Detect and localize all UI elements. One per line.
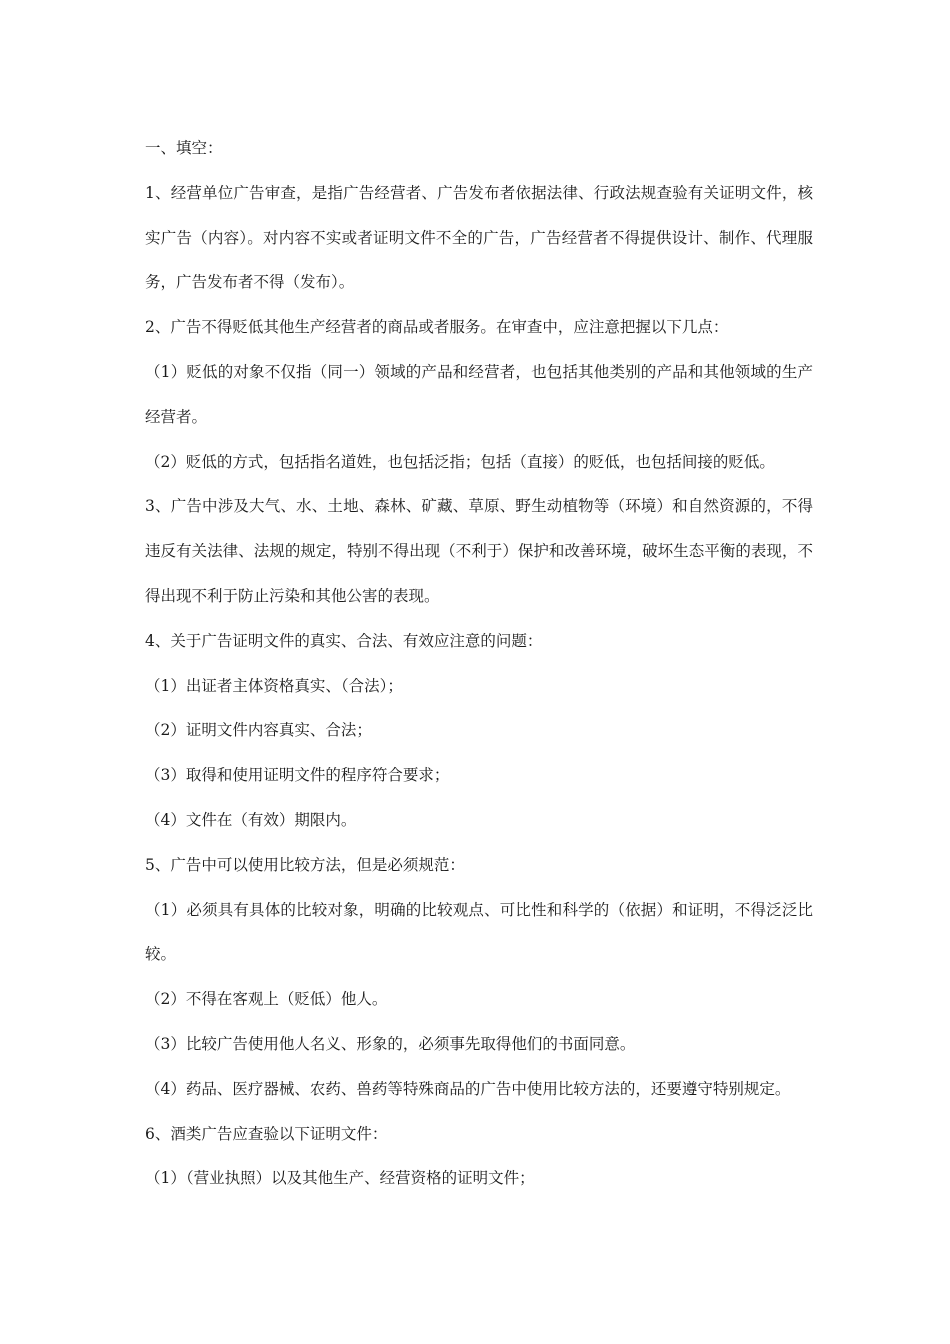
paragraph-subitem-5-4: （4）药品、医疗器械、农药、兽药等特殊商品的广告中使用比较方法的，还要遵守特别规定。 (145, 1079, 791, 1098)
document-body (145, 126, 813, 1201)
paragraph-item-3: 3、广告中涉及大气、水、土地、森林、矿藏、草原、野生动植物等（环境）和自然资源的，不得违反有关法律、法规的规定，特别不得出现（不利于）保护和改善环境，破坏生态平衡的表现，不得出现不利于防止污染和其他公害的表现。 (145, 497, 813, 605)
paragraph-subitem-4-1: （1）出证者主体资格真实、（合法）； (145, 676, 403, 695)
paragraph-item-1: 1、经营单位广告审查，是指广告经营者、广告发布者依据法律、行政法规查验有关证明文件，核实广告（内容）。对内容不实或者证明文件不全的广告，广告经营者不得提供设计、制作、代理服务，广告发布者不得（发布）。 (145, 183, 813, 292)
paragraph-subitem-4-4: （4）文件在（有效）期限内。 (145, 810, 357, 829)
section-heading: 一、填空： (145, 139, 223, 157)
paragraph-subitem-5-2: （2）不得在客观上（贬低）他人。 (145, 990, 388, 1009)
paragraph-subitem-5-3: （3）比较广告使用他人名义、形象的，必须事先取得他们的书面同意。 (145, 1034, 636, 1053)
paragraph-item-2: 2、广告不得贬低其他生产经营者的商品或者服务。在审查中，应注意把握以下几点： (145, 318, 729, 337)
paragraph-item-5: 5、广告中可以使用比较方法，但是必须规范： (145, 855, 465, 874)
paragraph-subitem-6-1: （1）（营业执照）以及其他生产、经营资格的证明文件； (145, 1169, 535, 1188)
paragraph-item-6: 6、酒类广告应查验以下证明文件： (145, 1124, 388, 1143)
paragraph-subitem-4-2: （2）证明文件内容真实、合法； (145, 721, 372, 740)
paragraph-subitem-2-2: （2）贬低的方式，包括指名道姓，也包括泛指；包括（直接）的贬低，也包括间接的贬低。 (145, 452, 775, 471)
paragraph-subitem-5-1: （1）必须具有具体的比较对象，明确的比较观点、可比性和科学的（依据）和证明，不得泛泛比较。 (145, 900, 813, 964)
paragraph-subitem-2-1: （1）贬低的对象不仅指（同一）领域的产品和经营者，也包括其他类别的产品和其他领域的生产经营者。 (145, 362, 813, 426)
paragraph-subitem-4-3: （3）取得和使用证明文件的程序符合要求； (145, 766, 450, 785)
paragraph-item-4: 4、关于广告证明文件的真实、合法、有效应注意的问题： (145, 631, 543, 650)
